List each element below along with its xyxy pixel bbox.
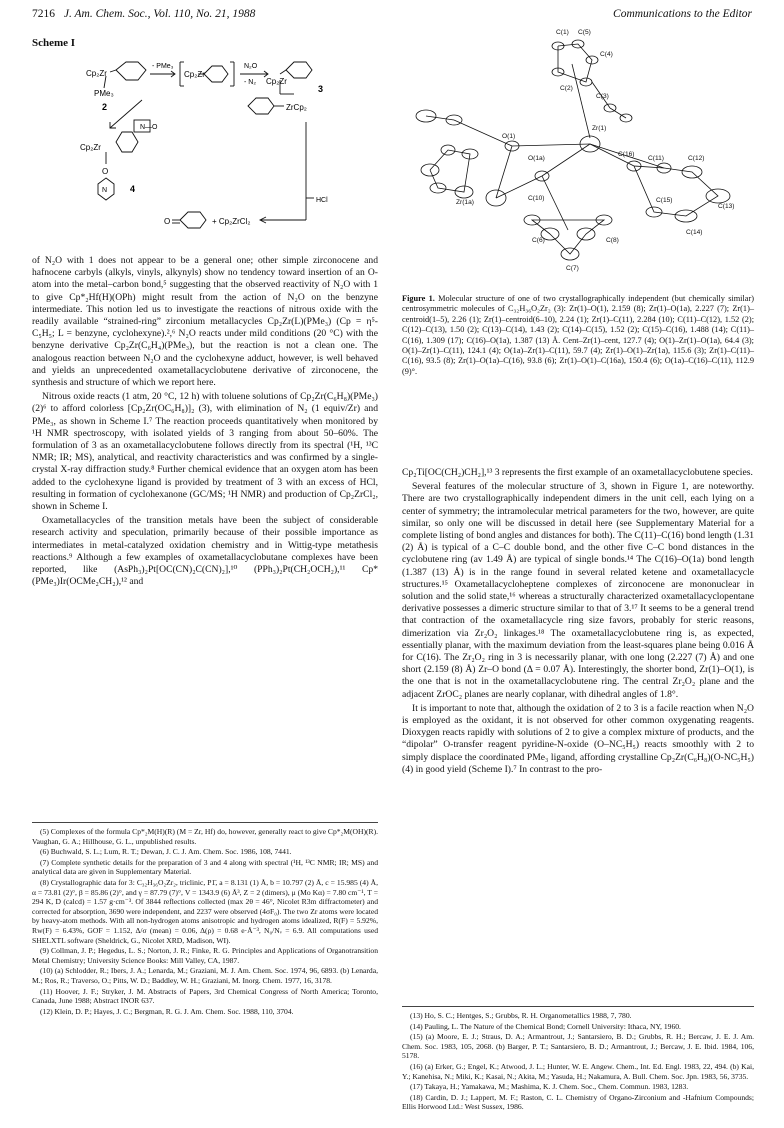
cyclohexanone-ring	[180, 212, 206, 228]
scheme-label-pme3: PMe₃	[94, 89, 114, 98]
scheme-label-hcl: HCl	[316, 197, 328, 204]
scheme-compound-4: 4	[130, 184, 136, 194]
figure-caption-label: Figure 1.	[402, 294, 435, 303]
scheme-label-pyridine-oxide: N—O	[140, 124, 158, 131]
atom-label: C(16)	[618, 151, 635, 158]
ring-3-bottom	[248, 98, 274, 114]
footnote: (8) Crystallographic data for 3: C₃₂H₃₆O₂Zr₂, triclinic, P1̄, a = 8.131 (1) Å, b = 10.797 (2) Å, c = 15.985 (4) Å, α = 73.81 (2)°, β = 85.86 (2)°, and γ = 87.79 (7)°, V = 1343.9 (6) Å³, Z = 2 (dimers), μ (Mo Kα) = 7.80 cm⁻¹, T = 294 K, D (calcd) = 1.57 g·cm⁻³. Of 3844 reflections collected (max 2θ = 46°, Nicolet R3m diffractometer) and corrected for absorption, 3690 were independent, and 2237 were observed (4σF₀). The two Zr atoms were located by heavy-atom methods. With all non-hydrogen atoms anisotropic and hydrogen atoms idealized, R(F) = 5.92%, Rw(F) = 6.43%, GOF = 1.152, Δ/σ (mean) = 0.06, Δ(ρ) = 0.68 e·Å⁻³, N₀/Nᵥ = 6.9. All computations used SHELXTL software (Sheldrick, G., Nicolet XRD, Madison, WI).	[32, 877, 378, 945]
atom-label: C(3)	[596, 93, 609, 100]
footnote: (17) Takaya, H.; Yamakawa, M.; Mashima, K. J. Chem. Soc., Chem. Commun. 1983, 1283.	[410, 1082, 689, 1092]
atom-label: Zr(1a)	[456, 199, 474, 206]
footnote: (9) Collman, J. P.; Hegedus, L. S.; Norton, J. R.; Finke, R. G. Principles and Applications of Organotransition Metal Chemistry; University Science Books: Mill Valley, CA, 1987.	[32, 946, 378, 965]
footnote: (6) Buchwald, S. L.; Lum, R. T.; Dewan, J. C. J. Am. Chem. Soc. 1986, 108, 7441.	[40, 847, 292, 857]
scheme-label-zrcp2: ZrCp₂	[286, 103, 307, 112]
atom-label: C(12)	[688, 155, 705, 162]
scheme-label-ketone-o: O	[164, 217, 171, 226]
scheme-label-cp2zr-a: Cp₂Zr	[86, 69, 107, 78]
running-head-left	[32, 8, 261, 24]
footnote: (14) Pauling, L. The Nature of the Chemical Bond; Cornell University: Ithaca, NY, 1960.	[410, 1021, 681, 1031]
cyclohexyne-ring-2	[116, 62, 146, 80]
right-paragraph: It is important to note that, although the oxidation of 2 to 3 is a facile reaction when N₂O is employed as the oxidant, it is not observed for other common oxygenating reagents. Dioxygen reacts rapidly with solutions of 2 to give a complex mixture of products, and the “dipolar” O-transfer reagent pyridine-N-oxide (O–NC₅H₅) reacts smoothly with 2 to simply displace the coordinated PMe₃ ligand, affording crystalline Cp₂Zr(C₆H₈)(O-NC₅H₅) (4) in good yield (Scheme I).⁷ In contrast to the pro-	[402, 702, 754, 775]
scheme-label-cp2zrcl2: + Cp₂ZrCl₂	[212, 217, 251, 226]
footnotes-right	[402, 1006, 754, 1113]
footnote: (15) (a) Moore, E. J.; Straus, D. A.; Armantrout, J.; Santarsiero, B. D.; Grubbs, R. H.; Bercaw, J. E. J. Am. Chem. Soc. 1983, 105, 2068. (b) Barger, P. T.; Santarsiero, B. D.; Armantrout, J.; Bercaw, J. E. Ibid. 1984, 106, 5178.	[402, 1032, 754, 1061]
atom-label: C(2)	[560, 85, 573, 92]
scheme-label-n2o: N₂O	[244, 63, 258, 70]
scheme-label-oxy: O	[102, 167, 109, 176]
scheme-label-cp2zr-c: Cp₂Zr	[266, 77, 287, 86]
footnotes-left	[32, 822, 378, 1017]
atom-label: O(1)	[502, 133, 516, 140]
atom-label: C(8)	[606, 237, 619, 244]
atom-label: C(13)	[718, 203, 735, 210]
footnote: (12) Klein, D. P.; Hayes, J. C.; Bergman, R. G. J. Am. Chem. Soc. 1988, 110, 3704.	[40, 1006, 294, 1016]
figure-caption	[402, 294, 754, 377]
footnote: (18) Cardin, D. J.; Lappert, M. F.; Raston, C. L. Chemistry of Organo-Zirconium and -Hafnium Compounds; Ellis Horwood Ltd.: West Sussex, 1986.	[402, 1092, 754, 1112]
ring-4	[116, 132, 138, 152]
scheme-label-cp2zr-b: Cp₂Zr	[184, 70, 205, 79]
section-title: Communications to the Editor	[613, 8, 752, 20]
left-column-text	[32, 255, 378, 590]
page-number: 7216	[32, 8, 55, 20]
scheme-label-cp2zr-d: Cp₂Zr	[80, 143, 101, 152]
right-paragraph: Several features of the molecular structure of 3, shown in Figure 1, are noteworthy. There are two crystallographically independent dimers in the unit cell, each lying on a center of symmetry; the intramolecular metrical parameters for the two, however, are quite similar, so only one will be discussed in detail here (see Supplementary Material for a complete listing of bond angles and distances for both). The C(11)–C(16) bond length (1.31 (2) Å) is typical of a C–C double bond, and the other five C–C bond distances in the cyclobutene ring (av 1.49 Å) are typical of single bonds.¹⁴ The C(16)–O(1a) bond length (1.387 (13) Å) is in the range found in several related ketene and oxametallacycle structures.¹⁵ Oxametallacycloheptene complexes of zirconocene are mononuclear in solution and the solid state,¹⁶ whereas a structurally characterized oxametallacyclopentane derivative possesses a dimeric structure similar to that of 3.¹⁷ It seems to be a general trend that contraction of the oxametallacycle ring size favors, probably for steric reasons, dimerization via Zr₂O₂ linkages.¹⁸ The oxametallacyclobutene ring is, as expected, essentially planar, with the maximum deviation from the least-squares plane being 0.016 Å for C(16). The Zr₂O₂ ring in 3 is necessarily planar, with one long (2.227 (7) Å) and one short (2.159 (8) Å) Zr–O bond (Δ = 0.07 Å). Interestingly, the shorter bond, Zr(1)–O(1), is the one that is not in the oxametallacyclobutene ring. The central Zr₂O₂ plane and the adjacent ZrOC₂ planes are nearly coplanar, with dihedral angles of 1.8°.	[402, 481, 754, 700]
atom-label: C(11)	[648, 155, 664, 162]
scheme-label-minus-pme3: - PMe₃	[152, 63, 174, 70]
footnote: (10) (a) Schlodder, R.; Ibers, J. A.; Lenarda, M.; Graziani, M. J. Am. Chem. Soc. 1974, 96, 6893. (b) Lenarda, M.; Ros, R.; Traverso, O.; Pitts, W. D.; Baddley, W. H.; Graziani, M. Inorg. Chem. 1977, 16, 3178.	[32, 966, 378, 985]
right-paragraph: Cp₂Ti[OC(CH₂)CH₂],¹³ 3 represents the first example of an oxametallacyclobutene species.	[402, 467, 753, 478]
atom-label: Zr(1)	[592, 125, 607, 132]
atom-label: C(14)	[686, 229, 703, 236]
left-paragraph: Oxametallacycles of the transition metals have been the subject of considerable research activity and speculation, primarily because of their possible importance as intermediates in metal-catalyzed oxidation chemistry and in Wittig-type metathesis reactions.⁹ Although a few examples of oxametallacyclobutane complexes have been reported, like (AsPh₃)₂Pt[OC(CN)₂C(CN)₂],¹⁰ (PPh₃)₂Pt(CH₂OCH₂),¹¹ Cp*(PMe₃)Ir(OCMe₂CH₂),¹² and	[32, 515, 378, 588]
left-paragraph: of N₂O with 1 does not appear to be a general one; other simple zirconocene and hafnocene carbyls (alkyls, vinyls, alkynyls) show no tendency toward insertion of an O-atom into the metal–carbon bond,⁵ suggesting that the observed reactivity of N₂O with 1 to give Cp*₂Hf(H)(OPh) might result from the action of N₂O on the benzyne intermediate. This notion led us to investigate the reactions of nitrous oxide with the readily available “strained-ring” zirconium metallacycles Cp₂Zr(L)(PMe₃) (Cp = η⁵-C₅H₅; L = benzyne, cyclohexyne).²,⁶ N₂O reacts under mild conditions (20 °C) with the benzyne derivative Cp₂Zr(C₆H₄)(PMe₃), but the reaction is not a clean one. The analogous reaction between N₂O and the cyclohexyne adduct, however, is well behaved and yields an unprecedented oxametallacyclobutene derivative of zirconocene, the synthesis and structure of which we report here.	[32, 255, 378, 389]
atom-label: C(7)	[566, 265, 579, 272]
atom-label: C(6)	[532, 237, 545, 244]
scheme-label-minus-n2: - N₂	[244, 79, 257, 86]
atom-label: C(1)	[556, 29, 569, 36]
atom-label: C(10)	[528, 195, 545, 202]
footnote: (16) (a) Erker, G.; Engel, K.; Atwood, J. L.; Hunter, W. E. Angew. Chem., Int. Ed. Engl. 1983, 22, 494. (b) Kai, Y.; Kanehisa, N.; Miki, K.; Kasai, N.; Akita, M.; Yasuda, H.; Nakamura, A. Bull. Chem. Soc. Jpn. 1983, 56, 3735.	[402, 1061, 754, 1081]
right-column-text	[402, 467, 754, 778]
atom-label: C(5)	[578, 29, 591, 36]
figure-1-ortep	[400, 20, 756, 282]
figure-caption-text: Molecular structure of one of two crystallographically independent (but chemically similar) centrosymmetric molecules of C₃₂H₃₆O₂Zr₂ (3): Zr(1)–O(1), 2.159 (8); Zr(1)–O(1a), 2.227 (7); Zr(1)–centroid(1–5), 2.26 (1); Zr(1)–centroid(6–10), 2.24 (1); Zr(1)–C(11), 2.284 (10); C(11)–C(12), 1.52 (2); C(12)–C(13), 1.50 (2); C(13)–C(14), 1.43 (2); C(14)–C(15), 1.52 (2); C(15)–C(16), 1.488 (14); C(11)–C(16), 1.309 (17); C(16)–O(1a), 1.387 (13) Å. Cent–Zr(1)–cent, 127.7 (4); O(1)–Zr(1)–O(1a), 64.4 (3); O(1)–Zr(1)–C(11), 124.1 (4); O(1a)–Zr(1)–C(11), 59.7 (4); Zr(1)–O(1)–Zr(1a), 115.6 (3); Zr(1)–C(11)–C(16), 93.5 (8); Zr(1)–O(1a)–C(16), 93.8 (6); Zr(1)–O(1)–C(16a), 150.4 (6); O(1a)–C(16)–C(11), 112.9 (9)°.	[402, 294, 754, 376]
atom-label: C(4)	[600, 51, 613, 58]
cyclohexyne-ring-int	[204, 66, 228, 82]
left-paragraph: Nitrous oxide reacts (1 atm, 20 °C, 12 h) with toluene solutions of Cp₂Zr(C₆H₈)(PMe₃) (2)⁶ to afford colorless [Cp₂Zr(OC₆H₈)]₂ (3), with elimination of N₂ (1 equiv/Zr) and PMe₃, as shown in Scheme I.⁷ The reaction proceeds quantitatively when monitored by ¹H NMR spectroscopy, with isolated yields of 3 ranging from about 50–60%. The formulation of 3 as an oxametallacyclobutene follows directly from its spectral (¹H, ¹³C NMR; IR; MS), analytical, and reactivity characteristics and was confirmed by a single-crystal X-ray diffraction study.⁸ Further chemical evidence that an oxygen atom has been added to the cyclohexyne ligand is provided by treatment of 3 with an excess of HCl, resulting in formation of cyclohexanone (GC/MS; ¹H NMR) and production of Cp₂ZrCl₂, shown in Scheme I.	[32, 391, 378, 513]
atom-label: C(15)	[656, 197, 673, 204]
scheme-compound-2: 2	[102, 102, 108, 112]
scheme-label: Scheme I	[32, 37, 76, 49]
footnote: (5) Complexes of the formula Cp*₂M(H)(R) (M = Zr, Hf) do, however, generally react to give Cp*₂M(OH)(R). Vaughan, G. A.; Hillhouse, G. L., unpublished results.	[32, 827, 378, 846]
scheme-compound-3: 3	[318, 84, 324, 94]
footnote: (13) Ho, S. C.; Hentges, S.; Grubbs, R. H. Organometallics 1988, 7, 780.	[410, 1011, 632, 1020]
ring-3-top	[286, 62, 312, 78]
journal-citation: J. Am. Chem. Soc., Vol. 110, No. 21, 1988	[63, 8, 256, 20]
footnote: (11) Hoover, J. F.; Stryker, J. M. Abstracts of Papers, 3rd Chemical Congress of North America; Toronto, Canada, June 1988; Abstract INOR 637.	[32, 986, 378, 1006]
scheme-diagram	[80, 52, 350, 248]
scheme-label-pyr-n: N	[102, 187, 108, 194]
footnote: (7) Complete synthetic details for the preparation of 3 and 4 along with spectral (¹H, ¹³C NMR; IR; MS) and analytical data are given in Supplementary Material.	[32, 857, 378, 877]
atom-label: O(1a)	[528, 155, 545, 162]
